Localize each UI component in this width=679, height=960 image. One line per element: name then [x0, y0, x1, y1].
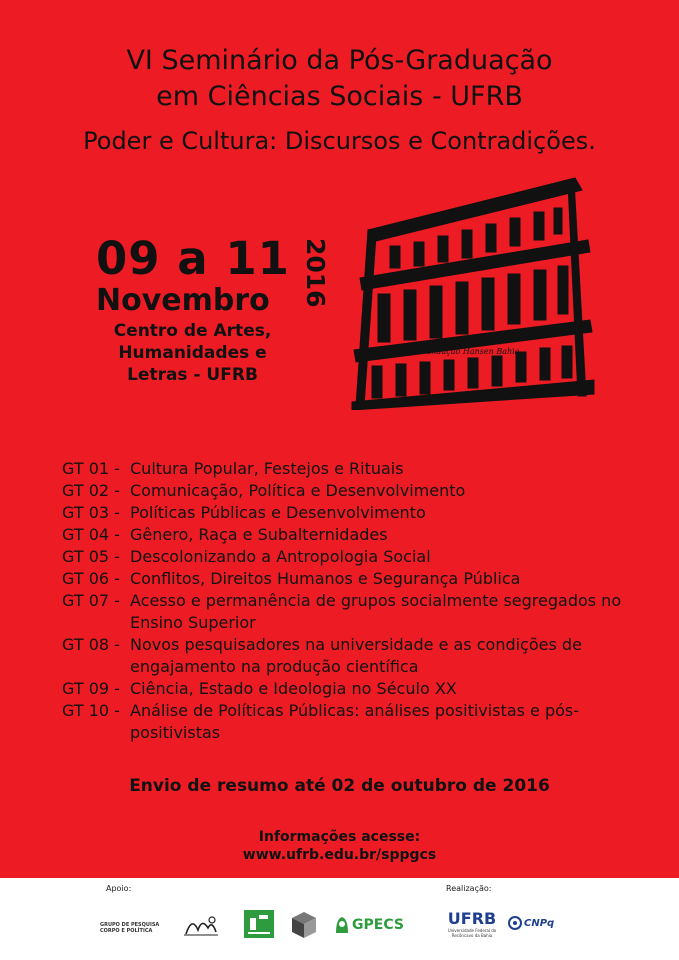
list-item [62, 568, 642, 590]
gt-title: Novos pesquisadores na universidade e as condições de engajamento na produção científica [130, 635, 582, 676]
gt-title: Ciência, Estado e Ideologia no Século XX [130, 679, 457, 698]
gpecs-logo [334, 914, 404, 936]
list-item [62, 700, 642, 744]
list-item [62, 502, 642, 524]
dance-logo [182, 912, 220, 938]
gt-title: Descolonizando a Antropologia Social [130, 547, 431, 566]
gt-code: GT 07 - [62, 591, 120, 610]
list-item [62, 634, 642, 678]
cnpq-icon [508, 916, 522, 930]
sponsor-footer [0, 878, 679, 960]
gt-title: Análise de Políticas Públicas: análises positivistas e pós-positivistas [130, 701, 580, 742]
subtitle: Poder e Cultura: Discursos e Contradições. [83, 127, 596, 155]
gt-code: GT 04 - [62, 525, 120, 544]
submission-deadline: Envio de resumo até 02 de outubro de 2016 [129, 776, 550, 796]
ufrb-text: UFRB [447, 909, 497, 928]
list-item [62, 458, 642, 480]
ufrb-subtext: Universidade Federal do Recôncavo da Bahia [447, 928, 497, 938]
gt-code: GT 08 - [62, 635, 120, 654]
venue-line: Humanidades e [118, 343, 267, 363]
event-year: 2016 [301, 238, 330, 308]
info-label: Informações acesse: [258, 829, 421, 845]
gt-title: Comunicação, Política e Desenvolvimento [130, 481, 466, 500]
gpecs-icon [334, 915, 350, 935]
gt-code: GT 10 - [62, 701, 120, 720]
building-illustration [350, 170, 595, 410]
gt-list [62, 458, 642, 744]
gt-code: GT 01 - [62, 459, 120, 478]
ufrb-logo [444, 910, 500, 938]
info-block [0, 828, 679, 864]
gt-title: Políticas Públicas e Desenvolvimento [130, 503, 426, 522]
realizacao-label: Realização: [446, 884, 492, 893]
gt-title: Conflitos, Direitos Humanos e Segurança Pública [130, 569, 521, 588]
list-item [62, 546, 642, 568]
title-line-1: VI Seminário da Pós-Graduação [126, 45, 553, 76]
cube-logo [288, 910, 320, 940]
gt-code: GT 05 - [62, 547, 120, 566]
event-month: Novembro [96, 283, 270, 318]
gt-title: Gênero, Raça e Subalternidades [130, 525, 388, 544]
title-line-2: em Ciências Sociais - UFRB [156, 81, 523, 112]
event-venue [90, 320, 295, 386]
gt-code: GT 09 - [62, 679, 120, 698]
cnpq-text: CNPq [524, 917, 555, 929]
image-caption: Fundação Hansen Bahia [420, 347, 520, 356]
info-url[interactable]: www.ufrb.edu.br/sppgcs [242, 847, 437, 863]
list-item [62, 524, 642, 546]
venue-line: Centro de Artes, [113, 321, 272, 341]
grupo-pesquisa-logo: GRUPO DE PESQUISA CORPO E POLÍTICA [100, 922, 160, 934]
list-item [62, 590, 642, 634]
gt-code: GT 02 - [62, 481, 120, 500]
cnpq-logo [508, 916, 554, 930]
gt-code: GT 06 - [62, 569, 120, 588]
venue-line: Letras - UFRB [127, 365, 258, 385]
gt-code: GT 03 - [62, 503, 120, 522]
list-item [62, 678, 642, 700]
gt-title: Cultura Popular, Festejos e Rituais [130, 459, 404, 478]
gt-title: Acesso e permanência de grupos socialmente segregados no Ensino Superior [130, 591, 622, 632]
list-item [62, 480, 642, 502]
green-square-logo [244, 910, 274, 938]
apoio-label: Apoio: [106, 884, 132, 893]
event-dates: 09 a 11 [96, 232, 290, 285]
gpecs-text: GPECS [352, 917, 404, 933]
